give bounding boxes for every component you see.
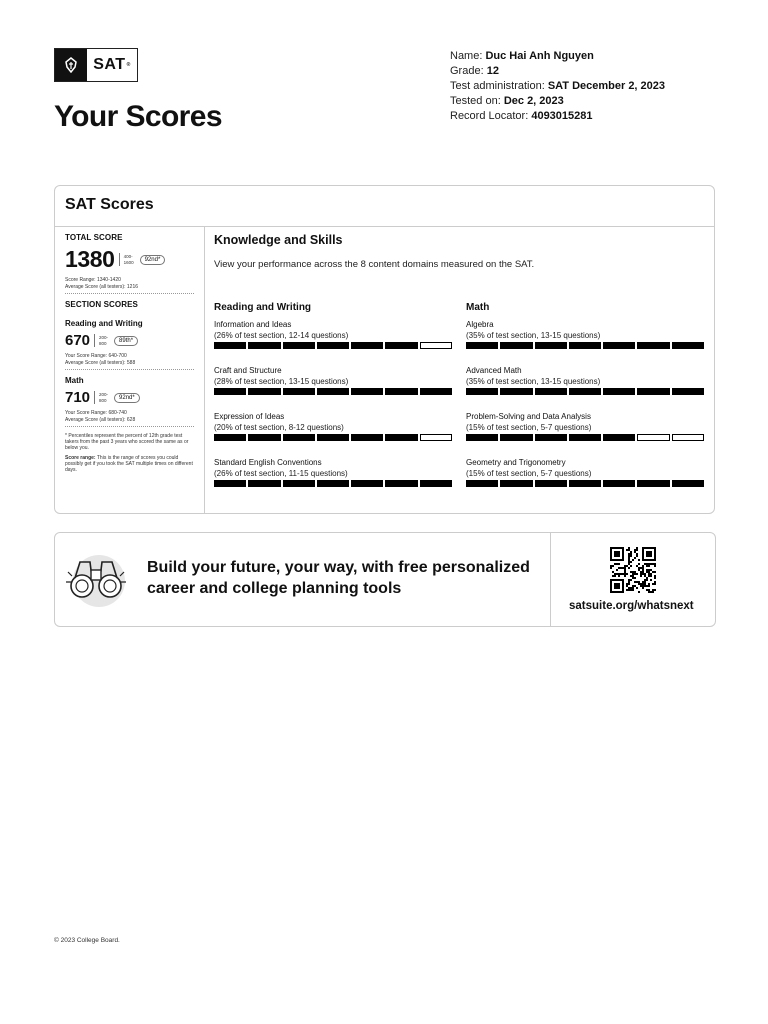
rw-score-range: Your Score Range: 640-700 Average Score (all testers): 588	[65, 353, 136, 366]
locator-value: 4093015281	[531, 110, 593, 122]
performance-segment	[637, 480, 669, 487]
performance-segment	[385, 388, 417, 395]
student-name: Duc Hai Anh Nguyen	[485, 50, 594, 62]
performance-segment	[466, 434, 498, 441]
performance-segment	[672, 388, 704, 395]
performance-bar	[214, 480, 452, 487]
total-percentile-badge: 92nd*	[140, 255, 166, 265]
math-domain-4	[466, 458, 704, 487]
performance-segment	[351, 342, 383, 349]
performance-segment	[248, 480, 280, 487]
performance-segment	[535, 434, 567, 441]
section-scores-label: SECTION SCORES	[65, 300, 138, 309]
sat-scores-card	[54, 185, 715, 514]
performance-segment	[385, 480, 417, 487]
card-title: SAT Scores	[55, 186, 714, 227]
performance-bar	[466, 480, 704, 487]
performance-segment	[569, 480, 601, 487]
domain-name: Problem-Solving and Data Analysis	[466, 412, 591, 421]
performance-segment	[283, 434, 315, 441]
total-scale: 400- 1600	[123, 253, 134, 265]
performance-segment	[500, 434, 532, 441]
acorn-icon	[55, 49, 87, 81]
promo-text: Build your future, your way, with free personalized career and college planning tools	[147, 559, 530, 597]
grade-value: 12	[486, 65, 499, 77]
performance-segment	[420, 434, 452, 441]
performance-segment	[248, 434, 280, 441]
domain-description: (35% of test section, 13-15 questions)	[466, 331, 601, 340]
math-percentile-badge: 92nd*	[114, 393, 140, 403]
grade-row: Grade: 12	[450, 65, 499, 77]
promo-link[interactable]: satsuite.org/whatsnext	[569, 600, 694, 612]
performance-segment	[500, 342, 532, 349]
domain-name: Geometry and Trigonometry	[466, 458, 566, 467]
performance-bar	[214, 342, 452, 349]
performance-segment	[569, 434, 601, 441]
rw-percentile-badge: 89th*	[114, 336, 138, 346]
performance-segment	[317, 434, 349, 441]
knowledge-skills	[214, 233, 704, 270]
performance-segment	[283, 388, 315, 395]
performance-segment	[214, 480, 246, 487]
copyright: © 2023 College Board.	[54, 937, 120, 944]
math-label: Math	[65, 376, 84, 385]
performance-segment	[603, 342, 635, 349]
performance-segment	[466, 342, 498, 349]
performance-segment	[500, 480, 532, 487]
domain-description: (35% of test section, 13-15 questions)	[466, 377, 601, 386]
performance-segment	[351, 388, 383, 395]
performance-bar	[466, 342, 704, 349]
rw-domain-4	[214, 458, 452, 487]
performance-segment	[603, 388, 635, 395]
domain-description: (26% of test section, 12-14 questions)	[214, 331, 349, 340]
total-score: 1380	[65, 246, 115, 272]
performance-segment	[535, 342, 567, 349]
performance-segment	[637, 388, 669, 395]
binoculars-icon	[63, 552, 129, 610]
performance-segment	[637, 342, 669, 349]
tested-value: Dec 2, 2023	[503, 95, 564, 107]
performance-segment	[466, 480, 498, 487]
domain-description: (26% of test section, 11-15 questions)	[214, 469, 348, 478]
rw-domains-column	[214, 302, 452, 478]
performance-bar	[466, 434, 704, 441]
domain-description: (15% of test section, 5-7 questions)	[466, 423, 592, 432]
performance-segment	[317, 388, 349, 395]
performance-segment	[420, 480, 452, 487]
rw-label: Reading and Writing	[65, 319, 143, 328]
math-domain-1	[466, 320, 704, 349]
total-score-range: Score Range: 1340-1420 Average Score (all testers): 1216	[65, 277, 139, 290]
performance-bar	[466, 388, 704, 395]
domain-name: Information and Ideas	[214, 320, 292, 329]
performance-segment	[214, 388, 246, 395]
performance-segment	[351, 434, 383, 441]
performance-segment	[317, 342, 349, 349]
domain-description: (15% of test section, 5-7 questions)	[466, 469, 592, 478]
performance-segment	[535, 388, 567, 395]
domain-name: Craft and Structure	[214, 366, 282, 375]
math-score: 710	[65, 389, 91, 406]
domain-name: Advanced Math	[466, 366, 522, 375]
performance-segment	[214, 342, 246, 349]
math-domain-2	[466, 366, 704, 395]
locator-row: Record Locator: 4093015281	[450, 110, 593, 122]
math-scale: 200- 800	[99, 391, 109, 403]
performance-segment	[214, 434, 246, 441]
domain-description: (20% of test section, 8-12 questions)	[214, 423, 344, 432]
performance-segment	[672, 480, 704, 487]
knowledge-skills-title: Knowledge and Skills	[214, 233, 343, 247]
knowledge-skills-description: View your performance across the 8 content domains measured on the SAT.	[214, 259, 535, 270]
rw-scale: 200- 800	[99, 334, 109, 346]
admin-value: SAT December 2, 2023	[547, 80, 666, 92]
performance-segment	[569, 342, 601, 349]
performance-segment	[248, 342, 280, 349]
logo-wordmark: SAT ®	[93, 56, 131, 73]
total-score-label: TOTAL SCORE	[65, 233, 123, 242]
domain-description: (28% of test section, 13-15 questions)	[214, 377, 349, 386]
performance-bar	[214, 388, 452, 395]
sat-logo	[54, 48, 138, 82]
page-title: Your Scores	[54, 100, 222, 133]
math-domains-column	[466, 302, 704, 478]
performance-segment	[420, 342, 452, 349]
performance-segment	[385, 342, 417, 349]
qr-code-icon	[610, 547, 656, 593]
performance-segment	[248, 388, 280, 395]
performance-segment	[420, 388, 452, 395]
percentile-footnote: * Percentiles represent the percent of 12th grade test takers from the past 3 years who scored the same as or below you.	[65, 433, 189, 451]
performance-segment	[500, 388, 532, 395]
performance-segment	[283, 480, 315, 487]
tested-row: Tested on: Dec 2, 2023	[450, 95, 564, 107]
math-score-range: Your Score Range: 680-740 Average Score (all testers): 628	[65, 410, 136, 423]
performance-segment	[672, 342, 704, 349]
score-range-footnote: Score range: This is the range of scores you could possibly get if you took the SAT multiple times on different days.	[65, 455, 193, 473]
admin-row: Test administration: SAT December 2, 2023	[450, 80, 666, 92]
rw-domain-2	[214, 366, 452, 395]
performance-segment	[603, 434, 635, 441]
performance-segment	[283, 342, 315, 349]
performance-bar	[214, 434, 452, 441]
performance-segment	[317, 480, 349, 487]
performance-segment	[351, 480, 383, 487]
domain-name: Standard English Conventions	[214, 458, 322, 467]
performance-segment	[466, 388, 498, 395]
student-name-row: Name: Duc Hai Anh Nguyen	[450, 50, 594, 62]
performance-segment	[603, 480, 635, 487]
rw-score: 670	[65, 332, 91, 349]
math-domain-3	[466, 412, 704, 441]
domain-name: Algebra	[466, 320, 494, 329]
performance-segment	[569, 388, 601, 395]
performance-segment	[672, 434, 704, 441]
score-summary	[55, 227, 205, 513]
rw-domains-title: Reading and Writing	[214, 302, 312, 313]
performance-segment	[385, 434, 417, 441]
promo-card	[54, 532, 716, 627]
rw-domain-3	[214, 412, 452, 441]
math-domains-title: Math	[466, 302, 490, 313]
domain-name: Expression of Ideas	[214, 412, 285, 421]
rw-domain-1	[214, 320, 452, 349]
performance-segment	[637, 434, 669, 441]
performance-segment	[535, 480, 567, 487]
student-info	[450, 49, 665, 124]
